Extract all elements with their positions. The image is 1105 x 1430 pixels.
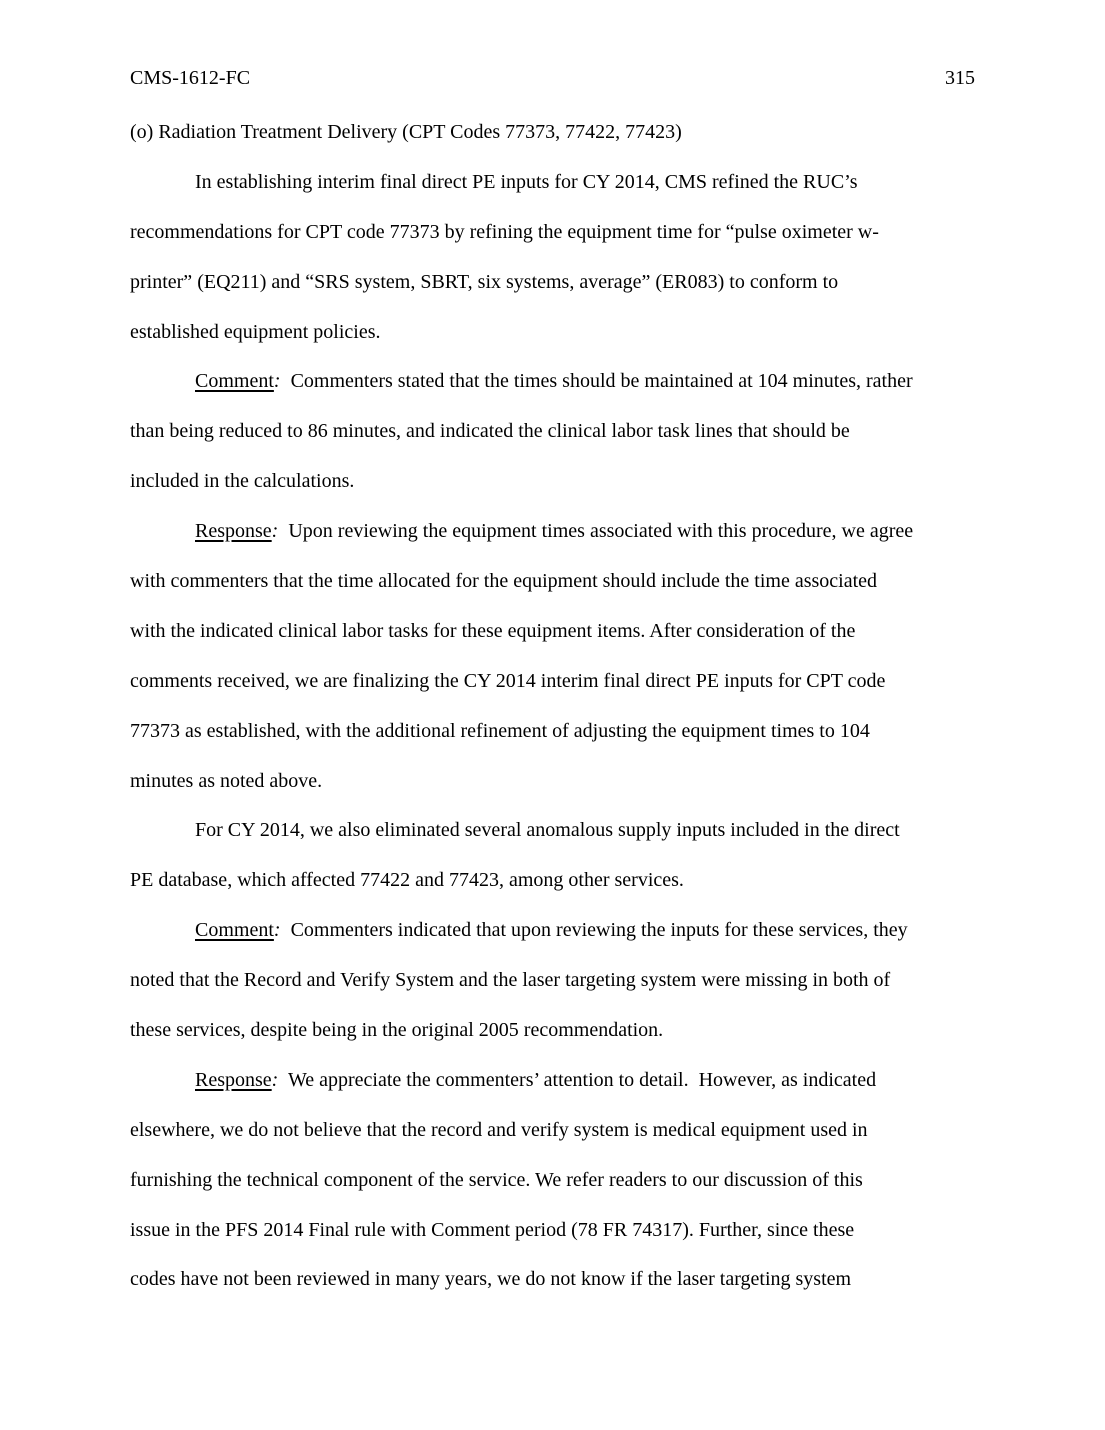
text-line: furnishing the technical component of the service. We refer readers to our discussion of this: [130, 1168, 863, 1191]
text-line: established equipment policies.: [130, 320, 381, 343]
text-span: We appreciate the commenters’ attention to detail. However, as indicated: [278, 1068, 877, 1091]
response-paragraph-1: [130, 518, 976, 817]
text-line: printer” (EQ211) and “SRS system, SBRT, six systems, average” (ER083) to conform to: [130, 270, 839, 293]
text-span: Upon reviewing the equipment times associated with this procedure, we agree: [278, 520, 914, 543]
text-span: Commenters indicated that upon reviewing the inputs for these services, they: [280, 919, 908, 942]
response-label: Response: [195, 520, 272, 543]
text-line: these services, despite being in the original 2005 recommendation.: [130, 1019, 664, 1042]
response-paragraph-2: [130, 1067, 976, 1316]
document-id: CMS-1612-FC: [130, 67, 251, 89]
text-line: [130, 518, 976, 568]
text-line: than being reduced to 86 minutes, and indicated the clinical labor task lines that should be: [130, 420, 850, 443]
label-colon: :: [271, 520, 279, 543]
text-line: with commenters that the time allocated for the equipment should include the time associated: [130, 570, 878, 593]
section-heading: (o) Radiation Treatment Delivery (CPT Codes 77373, 77422, 77423): [130, 121, 682, 143]
text-line: For CY 2014, we also eliminated several anomalous supply inputs included in the direct: [195, 819, 900, 842]
text-line: elsewhere, we do not believe that the record and verify system is medical equipment used in: [130, 1118, 868, 1141]
text-line: [130, 917, 976, 967]
comment-label: Comment: [195, 919, 274, 942]
page-number: 315: [945, 67, 975, 89]
response-label: Response: [195, 1068, 272, 1091]
document-body: [130, 119, 976, 1316]
label-colon: :: [273, 370, 281, 393]
text-line: [130, 1067, 976, 1117]
comment-paragraph-1: [130, 368, 976, 518]
text-line: noted that the Record and Verify System and the laser targeting system were missing in both of: [130, 969, 891, 992]
paragraph-pe-inputs: [130, 169, 976, 369]
text-line: minutes as noted above.: [130, 769, 323, 792]
comment-label: Comment: [195, 370, 274, 393]
text-line: with the indicated clinical labor tasks for these equipment items. After consideration of the: [130, 619, 856, 642]
comment-paragraph-2: [130, 917, 976, 1067]
text-span: Commenters stated that the times should be maintained at 104 minutes, rather: [280, 370, 913, 393]
text-line: PE database, which affected 77422 and 77423, among other services.: [130, 869, 684, 892]
text-line: In establishing interim final direct PE inputs for CY 2014, CMS refined the RUC’s: [195, 170, 858, 193]
paragraph-supply-inputs: [130, 817, 976, 917]
text-line: recommendations for CPT code 77373 by refining the equipment time for “pulse oximeter w-: [130, 220, 879, 243]
label-colon: :: [273, 919, 281, 942]
text-line: [130, 368, 976, 418]
text-line: 77373 as established, with the additional refinement of adjusting the equipment times to 104: [130, 719, 870, 742]
text-line: issue in the PFS 2014 Final rule with Comment period (78 FR 74317). Further, since these: [130, 1218, 855, 1241]
text-line: included in the calculations.: [130, 470, 355, 493]
text-line: codes have not been reviewed in many years, we do not know if the laser targeting system: [130, 1268, 852, 1291]
text-line: comments received, we are finalizing the CY 2014 interim final direct PE inputs for CPT code: [130, 669, 886, 692]
label-colon: :: [271, 1068, 279, 1091]
